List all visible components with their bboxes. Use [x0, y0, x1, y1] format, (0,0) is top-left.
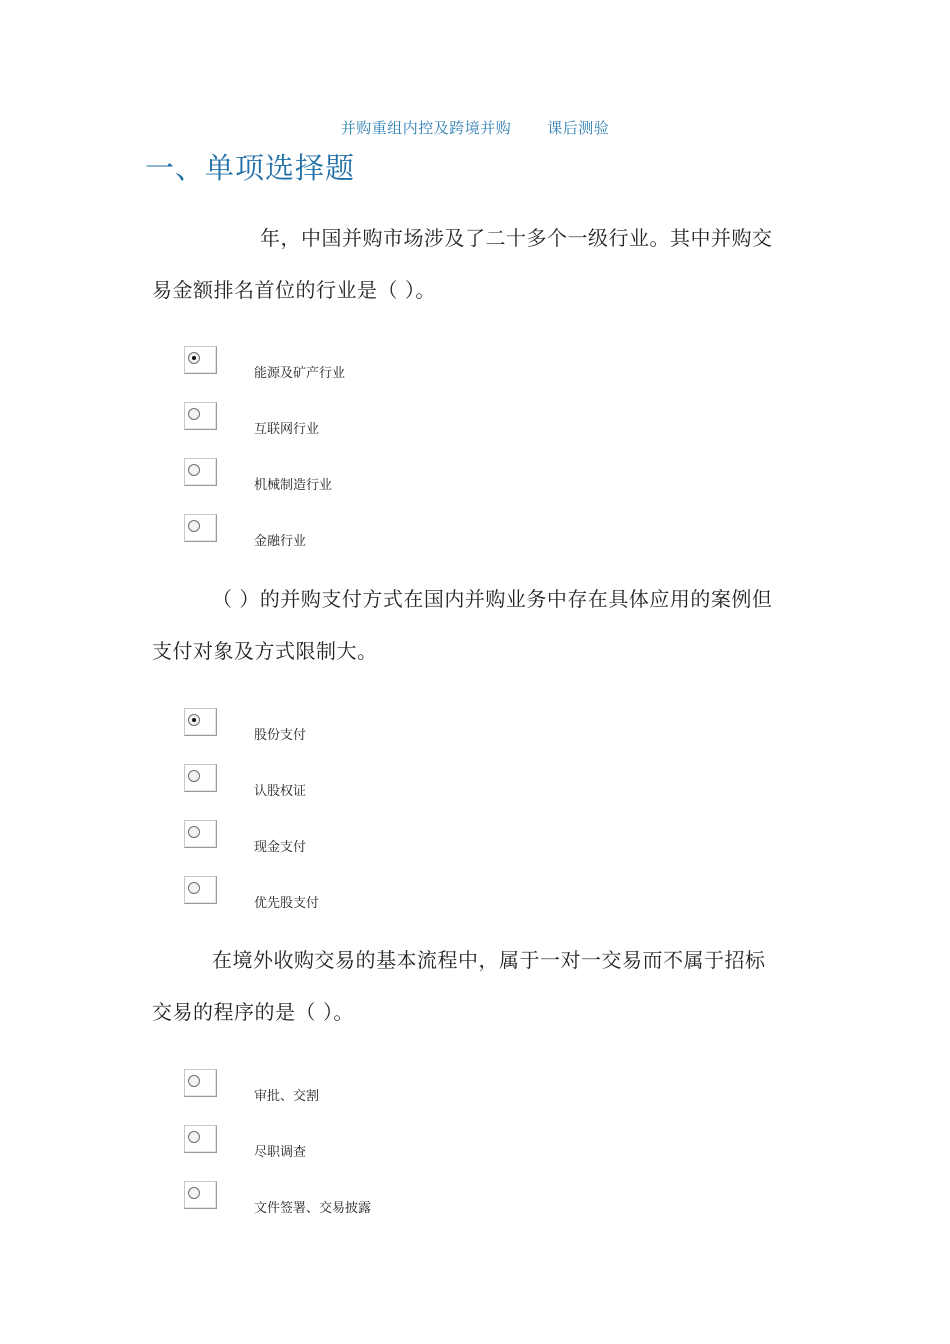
document-title	[0, 117, 950, 138]
question-1-option-2[interactable]	[184, 402, 584, 442]
question-2-line1: （ ）的并购支付方式在国内并购业务中存在具体应用的案例但	[212, 587, 773, 611]
question-1-line2: 易金额排名首位的行业是（ ）。	[152, 278, 436, 302]
question-2-line2: 支付对象及方式限制大。	[152, 639, 378, 663]
option-label: 现金支付	[254, 840, 307, 855]
radio-button[interactable]	[184, 876, 217, 904]
question-2-option-4[interactable]	[184, 876, 584, 916]
radio-unselected-icon	[188, 408, 200, 420]
radio-unselected-icon	[188, 464, 200, 476]
document-title-main: 并购重组内控及跨境并购	[340, 119, 512, 137]
document-title-sub: 课后测验	[547, 119, 610, 137]
radio-unselected-icon	[188, 1187, 200, 1199]
question-3-option-3[interactable]	[184, 1181, 584, 1221]
option-label: 审批、交割	[254, 1089, 320, 1104]
question-3-option-1[interactable]	[184, 1069, 584, 1109]
option-label: 机械制造行业	[254, 478, 333, 493]
option-label: 优先股支付	[254, 896, 320, 911]
question-3-option-2[interactable]	[184, 1125, 584, 1165]
question-3-line2: 交易的程序的是（ ）。	[152, 1000, 354, 1024]
option-label: 认股权证	[254, 784, 307, 799]
question-1-option-3[interactable]	[184, 458, 584, 498]
question-2-option-3[interactable]	[184, 820, 584, 860]
radio-button[interactable]	[184, 764, 217, 792]
radio-unselected-icon	[188, 826, 200, 838]
radio-unselected-icon	[188, 1075, 200, 1087]
question-1-option-4[interactable]	[184, 514, 584, 554]
question-3-text	[152, 934, 802, 1038]
radio-selected-icon	[188, 714, 200, 726]
radio-button[interactable]	[184, 1069, 217, 1097]
option-label: 金融行业	[254, 534, 307, 549]
radio-button[interactable]	[184, 514, 217, 542]
radio-button[interactable]	[184, 1125, 217, 1153]
radio-button[interactable]	[184, 820, 217, 848]
radio-unselected-icon	[188, 520, 200, 532]
radio-button[interactable]	[184, 708, 217, 736]
radio-selected-icon	[188, 352, 200, 364]
option-label: 尽职调查	[254, 1145, 307, 1160]
radio-button[interactable]	[184, 402, 217, 430]
radio-unselected-icon	[188, 1131, 200, 1143]
radio-unselected-icon	[188, 770, 200, 782]
option-label: 文件签署、交易披露	[254, 1201, 372, 1216]
question-1-option-1[interactable]	[184, 346, 584, 386]
question-2-text	[152, 573, 802, 677]
question-3-line1: 在境外收购交易的基本流程中，属于一对一交易而不属于招标	[212, 948, 766, 972]
option-label: 能源及矿产行业	[254, 366, 346, 381]
radio-button[interactable]	[184, 346, 217, 374]
option-label: 互联网行业	[254, 422, 320, 437]
question-1-text	[152, 212, 802, 316]
radio-button[interactable]	[184, 458, 217, 486]
radio-button[interactable]	[184, 1181, 217, 1209]
section-heading: 一、单项选择题	[145, 151, 356, 185]
question-2-option-2[interactable]	[184, 764, 584, 804]
option-label: 股份支付	[254, 728, 307, 743]
question-2-option-1[interactable]	[184, 708, 584, 748]
question-1-line1: 年，中国并购市场涉及了二十多个一级行业。其中并购交	[260, 226, 773, 250]
radio-unselected-icon	[188, 882, 200, 894]
